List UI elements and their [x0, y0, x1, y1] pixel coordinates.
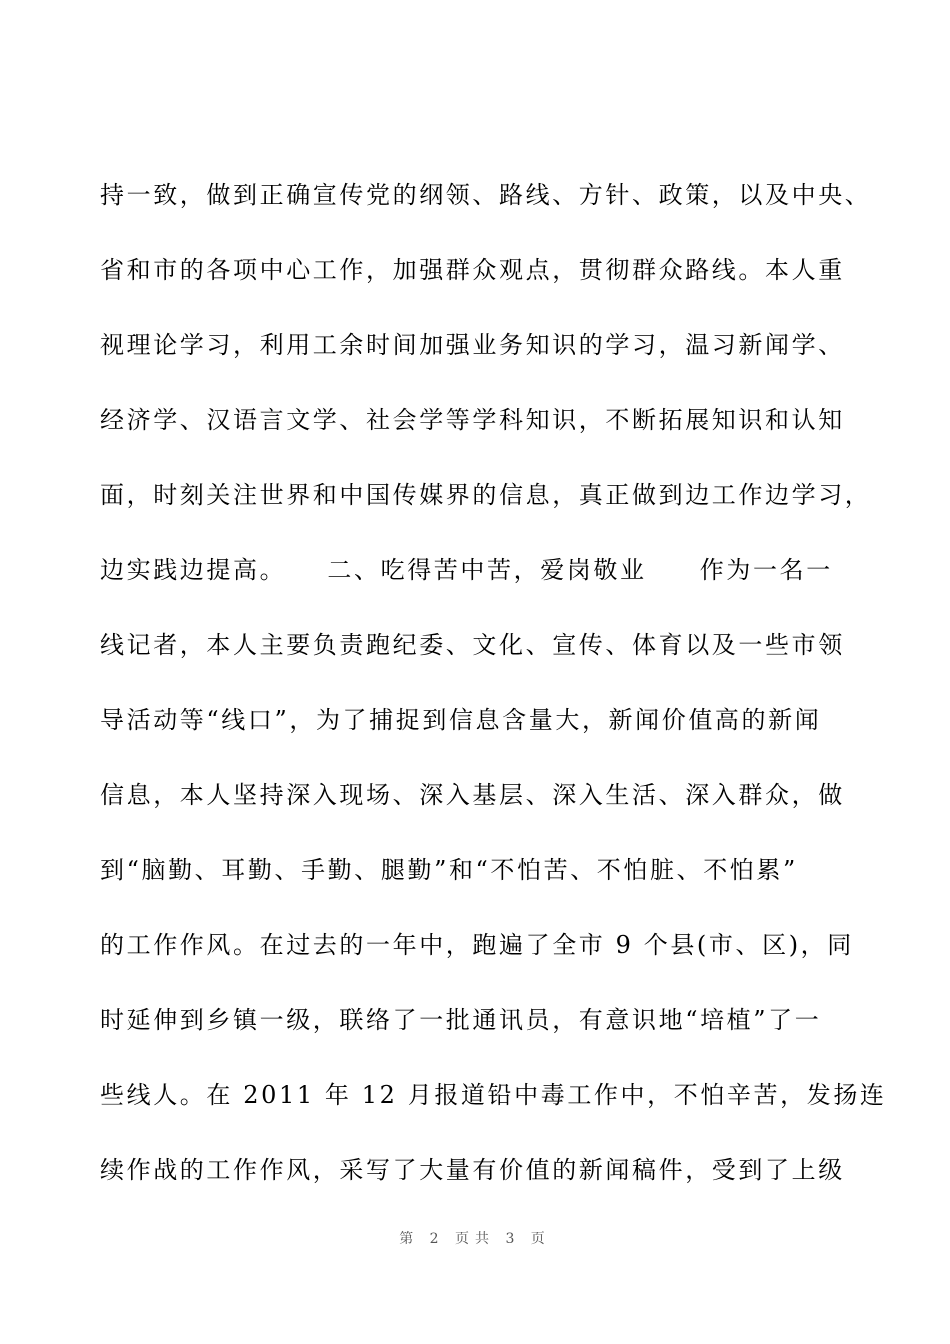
- text-line: 线记者，本人主要负责跑纪委、文化、宣传、体育以及一些市领: [100, 631, 845, 659]
- text-line: 边实践边提高。 二、吃得苦中苦，爱岗敬业 作为一名一: [100, 556, 833, 584]
- text-line: 经济学、汉语言文学、社会学等学科知识，不断拓展知识和认知: [100, 406, 845, 434]
- text-line: 时延伸到乡镇一级，联络了一批通讯员，有意识地“培植”了一: [100, 1006, 822, 1034]
- text-line: 持一致，做到正确宣传党的纲领、路线、方针、政策，以及中央、: [100, 181, 872, 209]
- text-line: 信息，本人坚持深入现场、深入基层、深入生活、深入群众，做: [100, 781, 845, 809]
- text-line: 到“脑勤、耳勤、手勤、腿勤”和“不怕苦、不怕脏、不怕累”: [100, 856, 798, 884]
- text-line: 省和市的各项中心工作，加强群众观点，贯彻群众路线。本人重: [100, 256, 845, 284]
- text-line: 的工作作风。在过去的一年中，跑遍了全市 9 个县(市、区)，同: [100, 931, 854, 959]
- text-line: 视理论学习，利用工余时间加强业务知识的学习，温习新闻学、: [100, 331, 845, 359]
- text-line: 续作战的工作作风，采写了大量有价值的新闻稿件，受到了上级: [100, 1156, 845, 1184]
- page-number-footer: 第 2 页共 3 页: [399, 1231, 551, 1247]
- text-line: 导活动等“线口”，为了捕捉到信息含量大，新闻价值高的新闻: [100, 706, 822, 734]
- text-line: 面，时刻关注世界和中国传媒界的信息，真正做到边工作边学习，: [100, 481, 872, 509]
- body-text: [100, 172, 887, 1222]
- text-line: 些线人。在 2011 年 12 月报道铅中毒工作中，不怕辛苦，发扬连: [100, 1081, 887, 1109]
